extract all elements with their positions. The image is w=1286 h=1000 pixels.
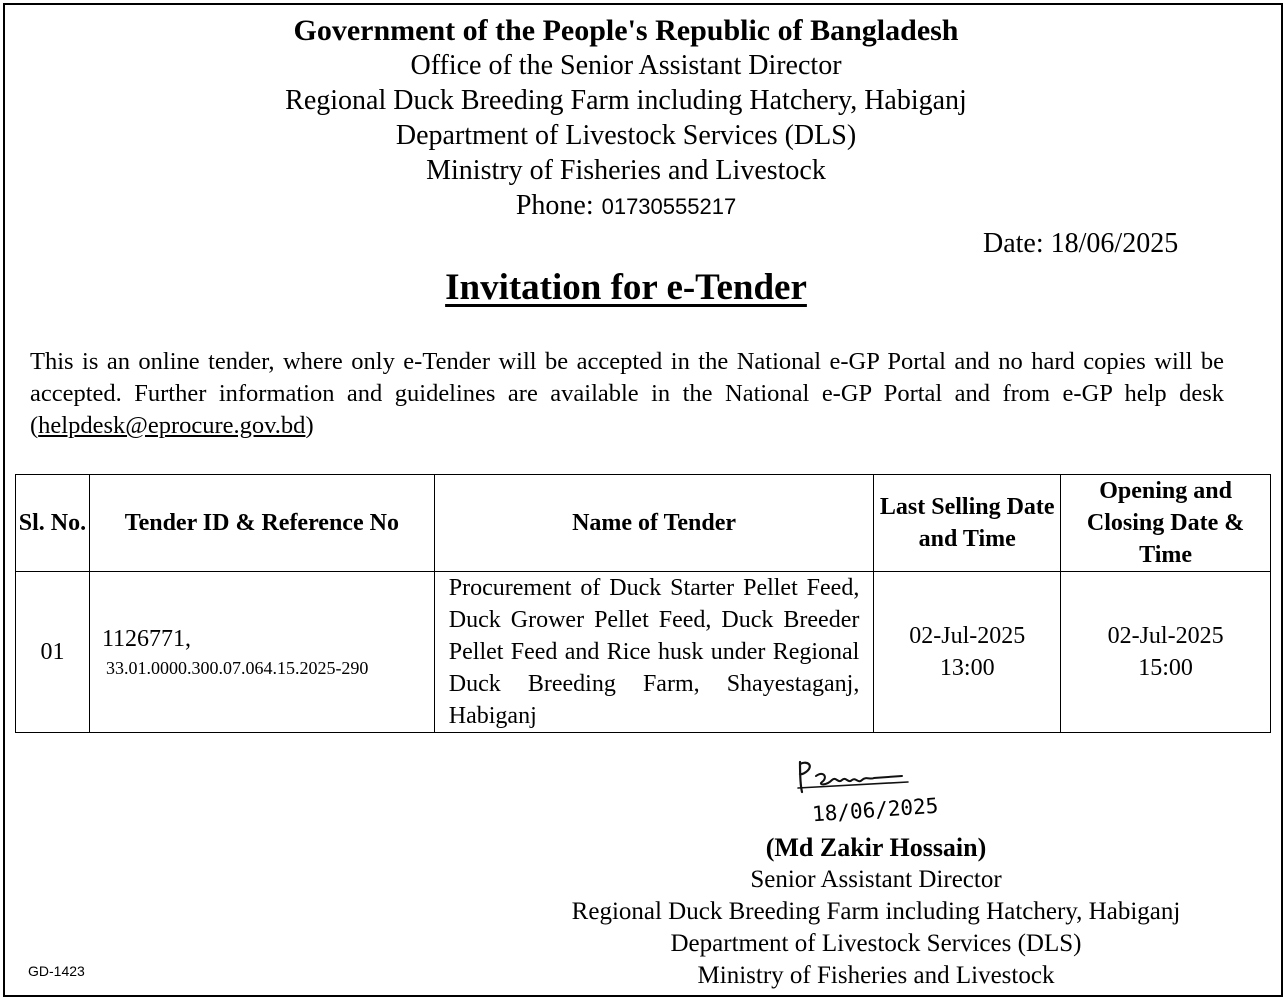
header-tender-id-text: Tender ID & Reference No [124, 510, 399, 536]
farm-line: Regional Duck Breeding Farm including Hatchery, Habiganj [285, 85, 967, 116]
opening-time: 15:00 [1138, 655, 1193, 681]
phone-label: Phone: [515, 190, 594, 221]
table-row [16, 572, 1271, 733]
phone-number: 01730555217 [601, 194, 737, 219]
cell-opening-closing [1061, 572, 1271, 733]
reference-no: 33.01.0000.300.07.064.15.2025-290 [105, 658, 369, 678]
table-header-row [16, 475, 1271, 572]
office-line: Office of the Senior Assistant Director [410, 50, 842, 81]
notice-date: Date: 18/06/2025 [983, 228, 1179, 259]
footer-code: GD-1423 [28, 963, 85, 979]
helpdesk-email-link[interactable]: helpdesk@eprocure.gov.bd [38, 412, 306, 439]
header-sl-text: Sl. No. [18, 510, 87, 536]
ministry-line: Ministry of Fisheries and Livestock [426, 155, 826, 186]
signer-farm: Regional Duck Breeding Farm including Hatchery, Habiganj [571, 898, 1181, 925]
signature-date: 18/06/2025 [811, 793, 940, 827]
last-selling-time: 13:00 [939, 655, 995, 681]
signer-name: (Md Zakir Hossain) [765, 833, 987, 862]
header-last-selling [874, 475, 1061, 572]
header-opening-closing-text: Opening and Closing Date & Time [1086, 478, 1245, 568]
header-tender-name [434, 475, 874, 572]
phone-line [0, 188, 1252, 224]
header-opening-closing [1061, 475, 1271, 572]
header-last-selling-text: Last Selling Date and Time [879, 494, 1055, 552]
tender-id: 1126771, [101, 626, 192, 652]
cell-last-selling [874, 572, 1061, 733]
cell-tender-name: Procurement of Duck Starter Pellet Feed, Duck Grower Pellet Feed, Duck Breeder Pellet Feed and Rice husk under Regional Duck Breeding Farm, Shayestaganj, Habiganj [434, 572, 874, 733]
last-selling-date: 02-Jul-2025 [909, 623, 1026, 649]
notice-title [0, 266, 1252, 309]
signer-block [540, 832, 1212, 992]
cell-sl: 01 [16, 572, 90, 733]
department-line: Department of Livestock Services (DLS) [395, 120, 857, 151]
letterhead [0, 14, 1252, 224]
header-tender-id [89, 475, 434, 572]
signer-department: Department of Livestock Services (DLS) [670, 930, 1082, 957]
tender-table [15, 474, 1271, 733]
intro-paragraph [30, 346, 1224, 442]
intro-close: ) [305, 412, 314, 439]
signer-ministry: Ministry of Fisheries and Livestock [697, 962, 1055, 989]
signature [778, 758, 978, 830]
header-tender-name-text: Name of Tender [572, 510, 737, 536]
opening-date: 02-Jul-2025 [1107, 623, 1224, 649]
intro-text: This is an online tender, where only e-Tender will be accepted in the National e-GP Portal and no hard copies will be accepted. Further information and guidelines are available in the National e-GP Portal and from e-GP help desk ( [30, 348, 1224, 439]
cell-tender-id [89, 572, 434, 733]
signer-designation: Senior Assistant Director [750, 866, 1002, 893]
header-sl [16, 475, 90, 572]
notice-title-text: Invitation for e-Tender [445, 267, 807, 308]
government-title: Government of the People's Republic of Bangladesh [293, 14, 959, 47]
